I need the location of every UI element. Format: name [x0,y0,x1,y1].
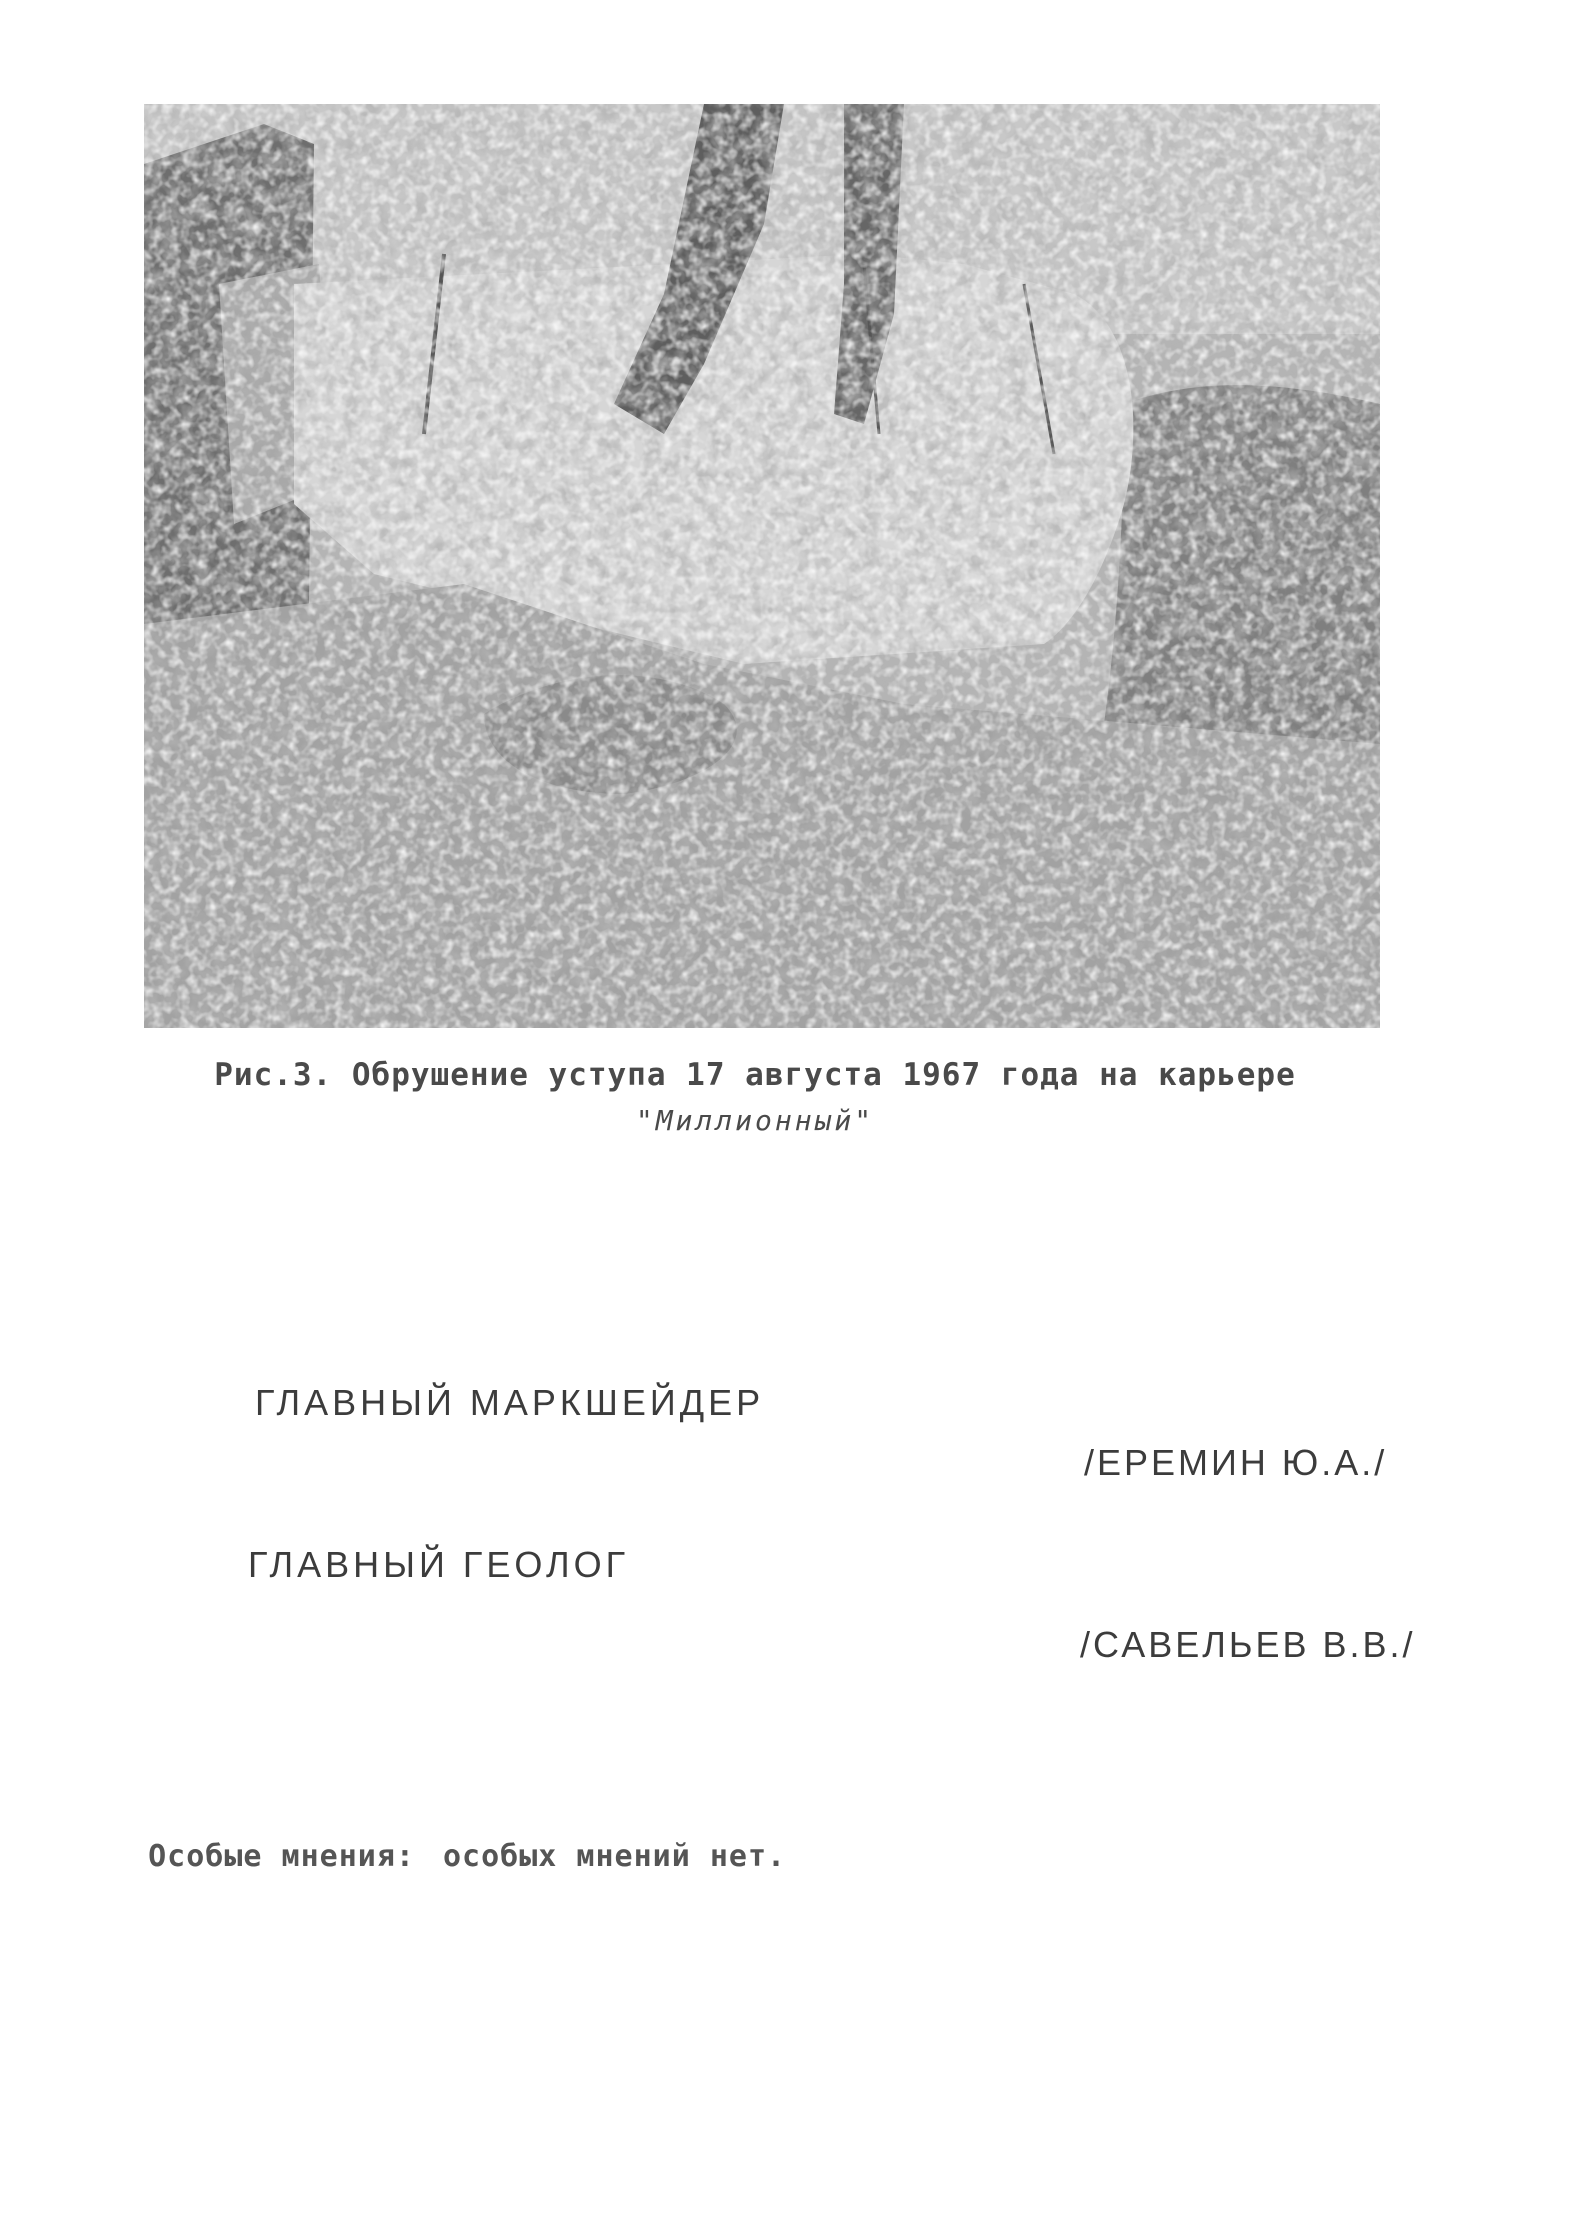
special-opinions [110,1804,786,1874]
special-opinions-value: особых мнений нет. [443,1839,787,1874]
figure-photo [144,104,1380,1028]
signatory-name-chief-surveyor: /ЕРЕМИН Ю.А./ [1084,1442,1388,1483]
figure-caption: Рис.3. Обрушение уступа 17 августа 1967 года на карьере [214,1057,1296,1093]
figure-caption-subtitle: "Миллионный" [635,1104,875,1137]
photo-image [144,104,1380,1028]
special-opinions-label: Особые мнения: [148,1839,415,1874]
signatory-title-chief-geologist: ГЛАВНЫЙ ГЕОЛОГ [248,1544,630,1585]
signatory-name-chief-geologist: /САВЕЛЬЕВ В.В./ [1080,1624,1416,1665]
signatory-title-chief-surveyor: ГЛАВНЫЙ МАРКШЕЙДЕР [255,1382,765,1423]
